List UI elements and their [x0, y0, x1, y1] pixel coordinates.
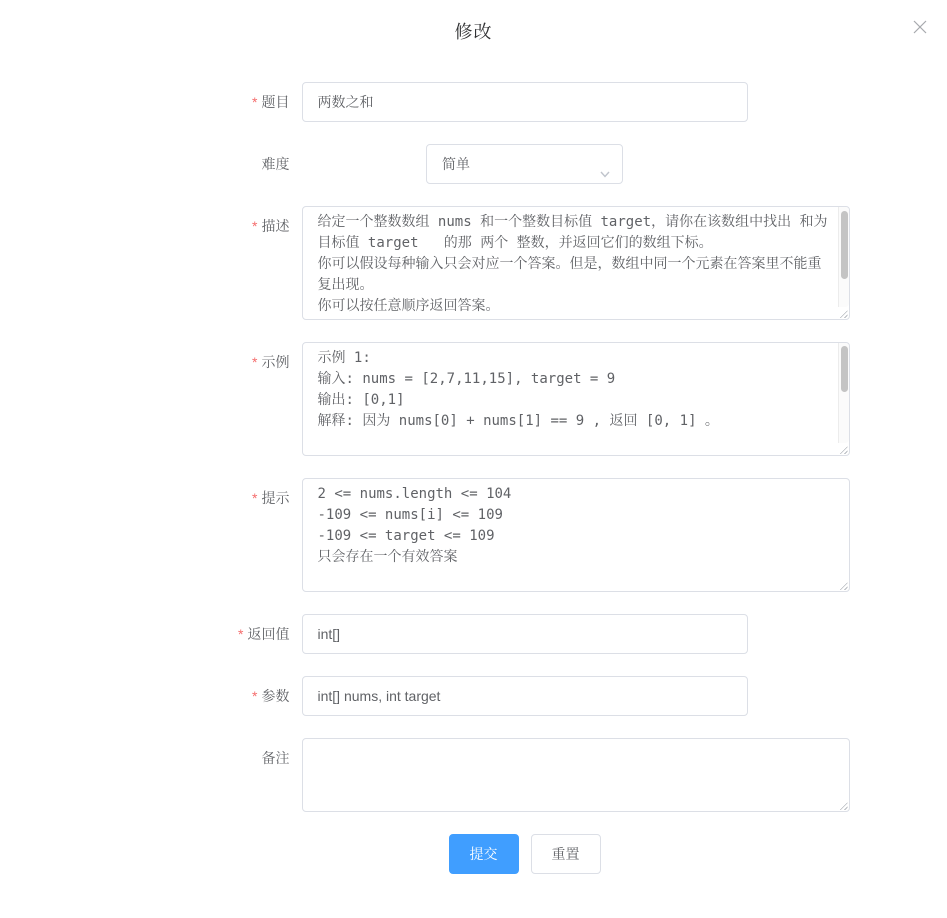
difficulty-select[interactable] [426, 144, 623, 184]
difficulty-selected-value: 简单 [442, 156, 470, 172]
reset-button[interactable]: 重置 [531, 834, 601, 874]
form-item-return-type [200, 614, 748, 654]
remark-label: 备注 [261, 750, 290, 766]
params-input[interactable] [302, 676, 748, 716]
return-type-label: * 返回值 [238, 626, 290, 642]
required-asterisk: * [252, 490, 258, 506]
form-item-hint [200, 478, 748, 592]
description-scrollbar[interactable] [838, 207, 849, 307]
close-button[interactable] [911, 18, 929, 36]
dialog-header [0, 0, 947, 44]
title-label: * 题目 [252, 94, 290, 110]
title-input[interactable] [302, 82, 748, 122]
example-textarea[interactable] [302, 342, 850, 456]
required-asterisk: * [238, 626, 244, 642]
submit-button[interactable]: 提交 [449, 834, 519, 874]
form-item-description [200, 206, 748, 320]
dialog-title: 修改 [454, 22, 493, 42]
required-asterisk: * [252, 218, 258, 234]
chevron-down-icon [598, 157, 612, 195]
required-asterisk: * [252, 354, 258, 370]
form-item-params [200, 676, 748, 716]
example-label: * 示例 [252, 354, 290, 370]
required-asterisk: * [252, 94, 258, 110]
return-type-input[interactable] [302, 614, 748, 654]
form-item-remark [200, 738, 748, 812]
form-actions [302, 834, 748, 874]
hint-label: * 提示 [252, 490, 290, 506]
form-item-difficulty [200, 144, 748, 184]
form-item-title [200, 82, 748, 122]
close-icon [913, 20, 927, 34]
description-scrollbar-thumb[interactable] [841, 211, 848, 279]
hint-textarea[interactable] [302, 478, 850, 592]
example-scrollbar[interactable] [838, 343, 849, 443]
params-label: * 参数 [252, 688, 290, 704]
description-textarea[interactable] [302, 206, 850, 320]
example-scrollbar-thumb[interactable] [841, 346, 848, 392]
description-label: * 描述 [252, 218, 290, 234]
remark-textarea[interactable] [302, 738, 850, 812]
required-asterisk: * [252, 688, 258, 704]
difficulty-label: 难度 [261, 156, 290, 172]
form-item-example [200, 342, 748, 456]
edit-form [200, 82, 748, 874]
